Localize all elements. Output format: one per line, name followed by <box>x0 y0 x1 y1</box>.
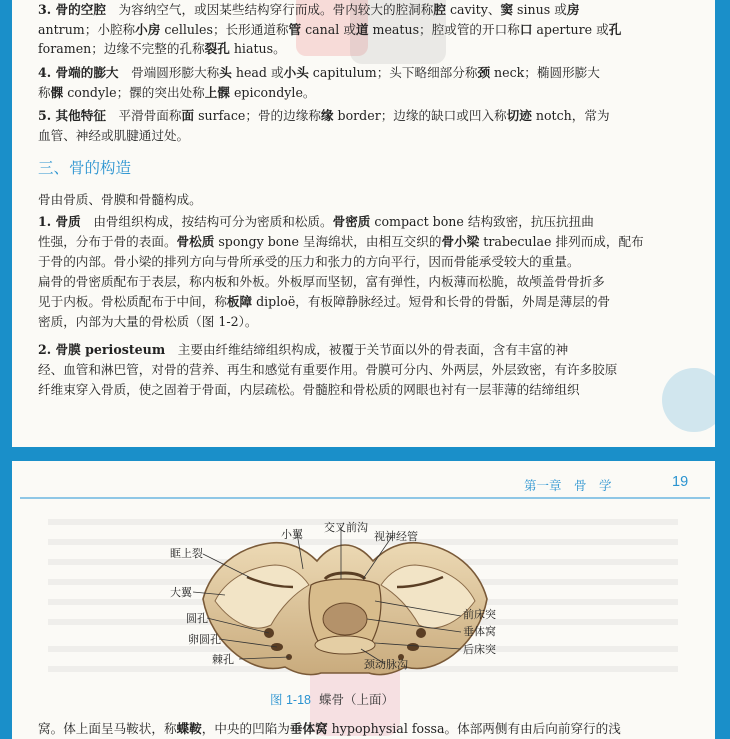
text-span: meatus；腔或管的开口称 <box>368 22 520 37</box>
text-line <box>38 360 658 380</box>
text-span: 窝。体上面呈马鞍状，称 <box>38 721 177 736</box>
label-lesser-wing: 小翼 <box>281 528 303 541</box>
term-bold: 1. 骨质 <box>38 214 81 229</box>
term-bold: 管 <box>288 22 302 37</box>
text-span: condyle；髁的突出处称 <box>63 85 205 100</box>
text-line <box>38 126 658 146</box>
text-span: ，中央的凹陷为 <box>201 721 290 736</box>
text-span: 由骨组织构成，按结构可分为密质和松质。 <box>80 214 333 229</box>
label-superior-orbital-fissure: 眶上裂 <box>170 547 203 560</box>
term-bold: 板障 <box>226 294 253 309</box>
text-line <box>38 232 658 252</box>
text-line <box>38 272 658 292</box>
text-span: hypophysial fossa。体部两侧有由后向前穿行的浅 <box>327 721 621 736</box>
text-span: epicondyle。 <box>229 85 316 100</box>
label-hypophysial-fossa: 垂体窝 <box>463 625 496 638</box>
label-greater-wing: 大翼 <box>170 586 192 599</box>
label-carotid-sulcus: 颈动脉沟 <box>364 658 408 671</box>
text-span: hiatus。 <box>229 41 286 56</box>
text-span: trabeculae 排列而成，配布 <box>479 234 644 249</box>
text-span: 血管、神经或肌腱通过处。 <box>38 128 190 143</box>
text-line <box>38 20 658 40</box>
term-bold: 髁 <box>50 85 64 100</box>
label-posterior-clinoid-process: 后床突 <box>463 643 496 656</box>
text-span: head 或 <box>231 65 284 80</box>
term-bold: 裂孔 <box>204 41 230 56</box>
text-span: cavity、 <box>445 2 501 17</box>
text-line <box>38 212 658 232</box>
text-span: capitulum；头下略细部分称 <box>308 65 478 80</box>
text-span: 纤维束穿入骨质，使之固着于骨面，内层疏松。骨髓腔和骨松质的网眼也衬有一层菲薄的结缔组织 <box>38 382 580 397</box>
term-bold: 小头 <box>283 65 309 80</box>
dorsum-sellae <box>315 636 375 654</box>
term-bold: 4. 骨端的膨大 <box>38 65 119 80</box>
term-bold: 孔 <box>608 22 622 37</box>
text-span: 密质，内部为大量的骨松质（图 1-2）。 <box>38 314 258 329</box>
text-line <box>38 63 658 83</box>
term-bold: 房 <box>566 2 580 17</box>
term-bold: 切迹 <box>506 108 532 123</box>
label-foramen-rotundum: 圆孔 <box>186 612 208 625</box>
text-span: 骨端圆形膨大称 <box>118 65 220 80</box>
hypophysial-fossa <box>323 603 367 635</box>
text-span: border；边缘的缺口或凹入称 <box>333 108 507 123</box>
label-foramen-spinosum: 棘孔 <box>212 653 234 666</box>
text-line <box>38 312 658 332</box>
term-bold: 小房 <box>135 22 161 37</box>
text-line <box>38 0 658 20</box>
text-line <box>38 252 658 272</box>
text-span: 经、血管和淋巴管，对骨的营养、再生和感觉有重要作用。骨膜可分内、外两层，外层致密，有许多胶原 <box>38 362 618 377</box>
text-span: 扁骨的骨密质配布于表层，称内板和外板。外板厚而坚韧，富有弹性，内板薄而松脆，故颅盖骨骨折多 <box>38 274 605 289</box>
text-span: sinus 或 <box>513 2 567 17</box>
text-span: compact bone 结构致密，抗压抗扭曲 <box>370 214 594 229</box>
watermark-logo <box>662 368 715 432</box>
figure-caption <box>270 690 394 708</box>
text-span: antrum；小腔称 <box>38 22 136 37</box>
text-line <box>38 190 658 210</box>
term-bold: 上髁 <box>204 85 230 100</box>
term-bold: 面 <box>181 108 195 123</box>
text-line <box>38 292 658 312</box>
term-bold: 腔 <box>433 2 446 17</box>
label-anterior-clinoid-process: 前床突 <box>463 608 496 621</box>
text-span: foramen；边缘不完整的孔称 <box>38 41 205 56</box>
term-bold: 骨密质 <box>332 214 371 229</box>
text-span: 见于内板。骨松质配布于中间，称 <box>38 294 227 309</box>
foramen-ovale-right <box>407 643 419 651</box>
foramen-rotundum-right <box>416 628 426 638</box>
text-span: surface；骨的边缘称 <box>194 108 321 123</box>
text-span: 为容纳空气，或因某些结构穿行而成。骨内较大的腔洞称 <box>105 2 434 17</box>
term-bold: 5. 其他特征 <box>38 108 106 123</box>
term-bold: 道 <box>355 22 369 37</box>
page-number: 19 <box>672 474 689 490</box>
text-span: 性强，分布于骨的表面。 <box>38 234 177 249</box>
text-span: 称 <box>38 85 51 100</box>
text-line <box>38 83 658 103</box>
text-span: 于骨的内部。骨小梁的排列方向与骨所承受的压力和张力的方向平行，因而骨能承受较大的重量。 <box>38 254 580 269</box>
term-bold: 骨小梁 <box>441 234 480 249</box>
text-span: 平滑骨面称 <box>105 108 182 123</box>
text-span: diploë，有板障静脉经过。短骨和长骨的骨骺，外周是薄层的骨 <box>252 294 611 309</box>
label-foramen-ovale: 卵圆孔 <box>188 633 221 646</box>
text-line <box>38 719 658 739</box>
text-span: canal 或 <box>301 22 356 37</box>
term-bold: 骨松质 <box>176 234 215 249</box>
label-optic-canal: 视神经管 <box>374 530 418 543</box>
term-bold: 口 <box>519 22 533 37</box>
text-line <box>38 39 658 59</box>
text-line <box>38 106 658 126</box>
text-span: spongy bone 呈海绵状，由相互交织的 <box>214 234 442 249</box>
text-line <box>38 380 658 400</box>
term-bold: 缘 <box>320 108 334 123</box>
text-span: 骨由骨质、骨膜和骨髓构成。 <box>38 192 202 207</box>
text-span: cellules；长形通道称 <box>160 22 289 37</box>
figure-title: 蝶骨（上面） <box>319 692 395 707</box>
text-span: notch，常为 <box>531 108 610 123</box>
text-span: aperture 或 <box>532 22 609 37</box>
term-bold: 窦 <box>500 2 514 17</box>
text-span: 主要由纤维结缔组织构成，被覆于关节面以外的骨表面，含有丰富的神 <box>165 342 569 357</box>
figure-number: 图 1-18 <box>270 693 311 707</box>
text-line <box>38 340 658 360</box>
label-chiasmatic-groove: 交叉前沟 <box>324 521 368 534</box>
term-bold: 颈 <box>477 65 491 80</box>
text-span: neck；椭圆形膨大 <box>490 65 600 80</box>
term-bold: 蝶鞍 <box>176 721 202 736</box>
term-bold: 3. 骨的空腔 <box>38 2 106 17</box>
term-bold: 垂体窝 <box>289 721 328 736</box>
section-title: 三、骨的构造 <box>38 159 132 177</box>
header-rule <box>20 497 710 499</box>
running-header: 第一章 骨 学 <box>524 478 612 493</box>
term-bold: 2. 骨膜 periosteum <box>38 342 166 357</box>
term-bold: 头 <box>219 65 232 80</box>
